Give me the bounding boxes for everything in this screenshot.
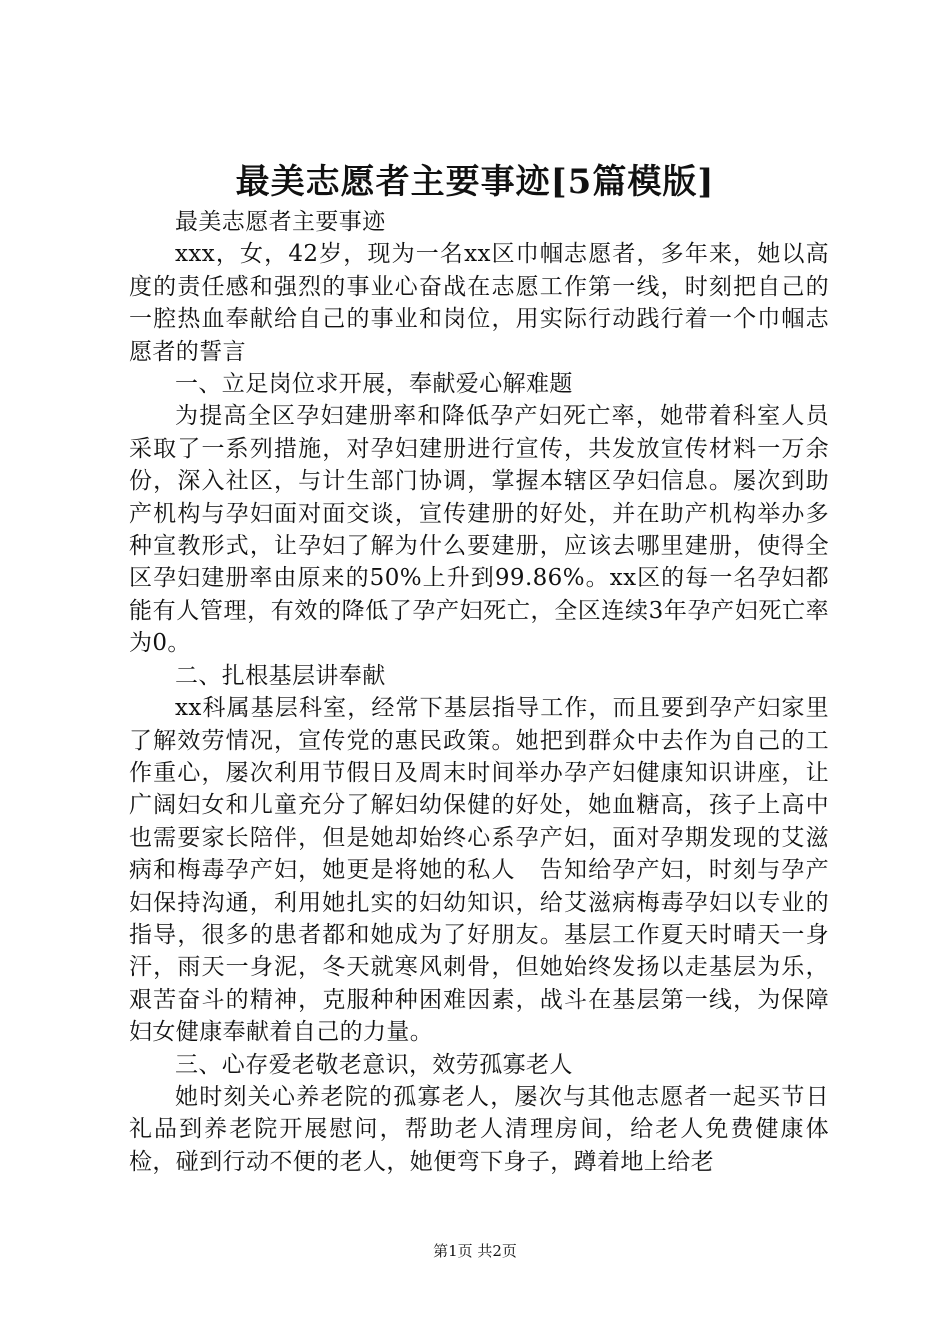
- section-heading-1: 一、立足岗位求开展，奉献爱心解难题: [175, 371, 573, 398]
- document-body: [129, 206, 829, 1178]
- paragraph-intro: xxx，女，42岁，现为一名xx区巾帼志愿者，多年来，她以高度的责任感和强烈的事业心奋战在志愿工作第一线，时刻把自己的一腔热血奉献给自己的事业和岗位，用实际行动践行着一个巾帼志愿者的誓言: [129, 241, 829, 365]
- paragraph-section-3: 她时刻关心养老院的孤寡老人，屡次与其他志愿者一起买节日礼品到养老院开展慰问，帮助老人清理房间，给老人免费健康体检，碰到行动不便的老人，她便弯下身子，蹲着地上给老: [129, 1083, 829, 1175]
- paragraph-section-1: 为提高全区孕妇建册率和降低孕产妇死亡率，她带着科室人员采取了一系列措施，对孕妇建册进行宣传，共发放宣传材料一万余份，深入社区，与计生部门协调，掌握本辖区孕妇信息。屡次到助产机构与孕妇面对面交谈，宣传建册的好处，并在助产机构举办多种宣教形式，让孕妇了解为什么要建册，应该去哪里建册，使得全区孕妇建册率由原来的50%上升到99.86%。xx区的每一名孕妇都能有人管理，有效的降低了孕产妇死亡，全区连续3年孕产妇死亡率为0。: [129, 403, 829, 657]
- paragraph-subtitle: 最美志愿者主要事迹: [175, 209, 386, 235]
- paragraph-section-2: xx科属基层科室，经常下基层指导工作，而且要到孕产妇家里了解效劳情况，宣传党的惠民政策。她把到群众中去作为自己的工作重心，屡次利用节假日及周末时间举办孕产妇健康知识讲座，让广阔妇女和儿童充分了解妇幼保健的好处，她血糖高，孩子上高中也需要家长陪伴，但是她却始终心系孕产妇，面对孕期发现的艾滋病和梅毒孕产妇，她更是将她的私人 告知给孕产妇，时刻与孕产妇保持沟通，利用她扎实的妇幼知识，给艾滋病梅毒孕妇以专业的指导，很多的患者都和她成为了好朋友。基层工作夏天时晴天一身汗，雨天一身泥，冬天就寒风刺骨，但她始终发扬以走基层为乐，艰苦奋斗的精神，克服种种困难因素，战斗在基层第一线，为保障妇女健康奉献着自己的力量。: [129, 695, 829, 1046]
- page-number-footer: 第1页 共2页: [433, 1242, 517, 1260]
- section-heading-3: 三、心存爱老敬老意识，效劳孤寡老人: [175, 1051, 573, 1078]
- section-heading-2: 二、扎根基层讲奉献: [175, 662, 386, 689]
- document-title: 最美志愿者主要事迹[5篇模版]: [235, 162, 715, 202]
